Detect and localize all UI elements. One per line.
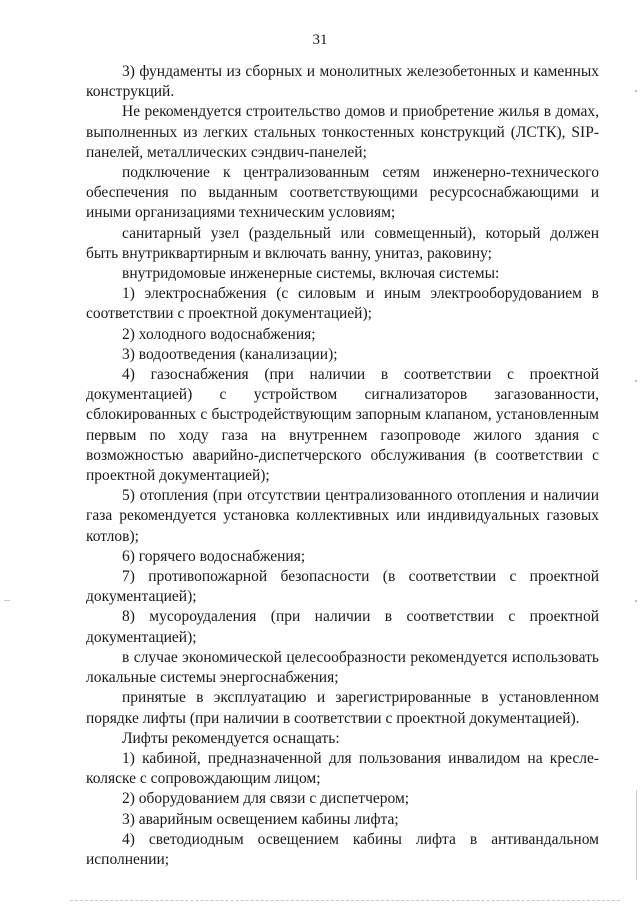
- paragraph: 3) водоотведения (канализации);: [122, 345, 338, 363]
- paragraph: 2) оборудованием для связи с диспетчером;: [122, 790, 410, 808]
- paragraph: подключение к централизованным сетям инженерно-технического обеспечения по выданным соответствующими ресурсоснабжающими и иными организациями техническим условиям;: [86, 164, 599, 222]
- paragraph: 7) противопожарной безопасности (в соответствии с проектной документацией);: [86, 568, 599, 606]
- paragraph: Не рекомендуется строительство домов и приобретение жилья в домах, выполненных из легких стальных тонкостенных конструкций (ЛСТК), SIP-панелей, металлических сэндвич-панелей;: [86, 103, 599, 161]
- paragraph: 8) мусороудаления (при наличии в соответствии с проектной документацией);: [86, 608, 599, 646]
- scan-artifact: [635, 90, 637, 92]
- page-number: 31: [312, 32, 328, 48]
- scan-artifact: [635, 380, 637, 382]
- scan-artifact: [636, 790, 637, 880]
- paragraph: 6) горячего водоснабжения;: [122, 547, 306, 565]
- scan-artifact: [4, 600, 10, 601]
- paragraph: 2) холодного водоснабжения;: [122, 325, 316, 343]
- paragraph: 3) аварийным освещением кабины лифта;: [122, 810, 399, 828]
- paragraph: 4) газоснабжения (при наличии в соответствии с проектной документацией) с устройством сигнализаторов загазованности, сблокированных с быстродействующим запорным клапаном, установленным первым по ходу газа на внутреннем газопроводе жилого здания с возможностью аварийно-диспетчерского обслуживания (в соответствии с проектной документацией);: [86, 366, 599, 485]
- scan-artifact: [70, 899, 620, 901]
- paragraph: санитарный узел (раздельный или совмещенный), который должен быть внутриквартирным и включать ванну, унитаз, раковину;: [86, 224, 599, 262]
- paragraph: в случае экономической целесообразности рекомендуется использовать локальные системы энергоснабжения;: [86, 648, 599, 687]
- document-body: [86, 62, 599, 870]
- paragraph: 1) электроснабжения (с силовым и иным электрооборудованием в соответствии с проектной документацией);: [86, 285, 599, 323]
- paragraph: 4) светодиодным освещением кабины лифта в антивандальном исполнении;: [86, 830, 599, 868]
- paragraph: 5) отопления (при отсутствии централизованного отопления и наличии газа рекомендуется установка коллективных или индивидуальных газовых котлов);: [86, 487, 599, 545]
- paragraph: принятые в эксплуатацию и зарегистрированные в установленном порядке лифты (при наличии в соответствии с проектной документацией).: [86, 689, 599, 727]
- paragraph: 3) фундаменты из сборных и монолитных железобетонных и каменных конструкций.: [86, 63, 599, 101]
- scan-artifact: [635, 600, 637, 602]
- paragraph: Лифты рекомендуется оснащать:: [122, 729, 340, 747]
- paragraph: внутридомовые инженерные системы, включая системы:: [122, 265, 500, 283]
- paragraph: 1) кабиной, предназначенной для пользования инвалидом на кресле-коляске с сопровождающим лицом;: [86, 749, 599, 788]
